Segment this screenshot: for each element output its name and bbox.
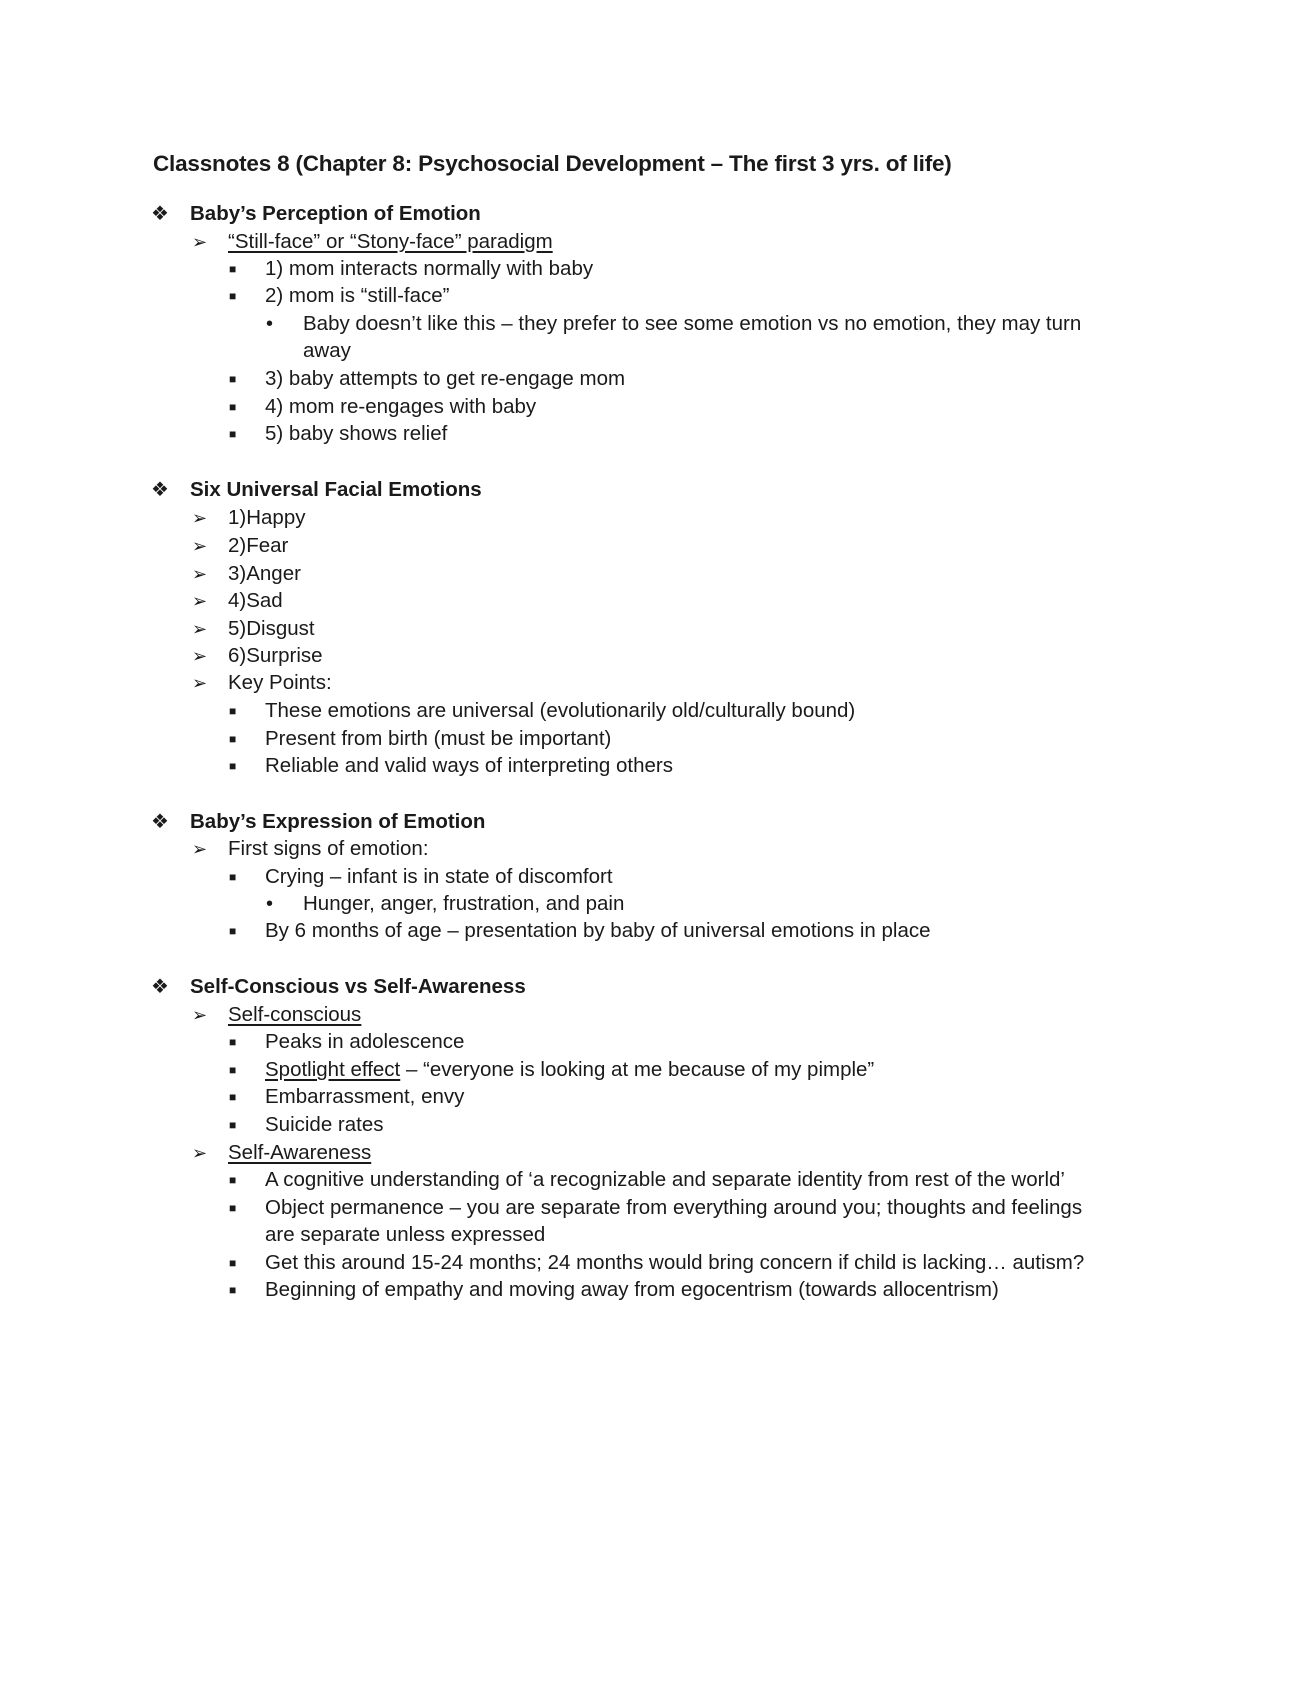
list-item: Get this around 15-24 months; 24 months would bring concern if child is lacking… autism? <box>265 1251 1085 1274</box>
list-item: Key Points: <box>228 671 332 694</box>
list-item: Present from birth (must be important) <box>265 727 612 750</box>
arrow-bullet-icon: ➢ <box>192 591 208 611</box>
list-item: 1) mom interacts normally with baby <box>265 257 594 280</box>
list-item-continuation: away <box>303 339 351 362</box>
list-item: Object permanence – you are separate from everything around you; thoughts and feelings <box>265 1196 1083 1219</box>
square-bullet-icon: ■ <box>229 924 237 938</box>
arrow-bullet-icon: ➢ <box>192 1005 208 1025</box>
arrow-bullet-icon: ➢ <box>192 536 208 556</box>
list-item: 5) baby shows relief <box>265 422 448 445</box>
square-bullet-icon: ■ <box>229 400 237 414</box>
list-item: Crying – infant is in state of discomfort <box>265 865 613 888</box>
arrow-bullet-icon: ➢ <box>192 564 208 584</box>
list-item: 2)Fear <box>228 534 289 557</box>
square-bullet-icon: ■ <box>229 1173 237 1187</box>
list-item: Beginning of empathy and moving away from egocentrism (towards allocentrism) <box>265 1278 999 1301</box>
dot-bullet-icon: • <box>266 893 274 915</box>
list-item: 4)Sad <box>228 589 283 612</box>
list-item: Hunger, anger, frustration, and pain <box>303 892 625 915</box>
section-heading: Baby’s Perception of Emotion <box>190 202 481 225</box>
diamond-bullet-icon: ❖ <box>151 479 169 501</box>
list-item: 6)Surprise <box>228 644 323 667</box>
term: Spotlight effect <box>265 1058 401 1081</box>
square-bullet-icon: ■ <box>229 870 237 884</box>
arrow-bullet-icon: ➢ <box>192 232 208 252</box>
list-item: Suicide rates <box>265 1113 384 1136</box>
square-bullet-icon: ■ <box>229 1090 237 1104</box>
arrow-bullet-icon: ➢ <box>192 1143 208 1163</box>
list-item: 1)Happy <box>228 506 306 529</box>
square-bullet-icon: ■ <box>229 289 237 303</box>
square-bullet-icon: ■ <box>229 1256 237 1270</box>
list-item: 3)Anger <box>228 562 301 585</box>
square-bullet-icon: ■ <box>229 704 237 718</box>
square-bullet-icon: ■ <box>229 1118 237 1132</box>
arrow-bullet-icon: ➢ <box>192 673 208 693</box>
arrow-bullet-icon: ➢ <box>192 619 208 639</box>
square-bullet-icon: ■ <box>229 759 237 773</box>
square-bullet-icon: ■ <box>229 732 237 746</box>
section-heading: Self-Conscious vs Self-Awareness <box>190 975 526 998</box>
list-item: 4) mom re-engages with baby <box>265 395 537 418</box>
list-item: These emotions are universal (evolutionarily old/culturally bound) <box>265 699 856 722</box>
list-item <box>265 1057 874 1083</box>
arrow-bullet-icon: ➢ <box>192 839 208 859</box>
square-bullet-icon: ■ <box>229 1063 237 1077</box>
subheading: Self-Awareness <box>228 1141 372 1164</box>
square-bullet-icon: ■ <box>229 372 237 386</box>
list-item: Peaks in adolescence <box>265 1030 465 1053</box>
square-bullet-icon: ■ <box>229 1035 237 1049</box>
term-definition: – “everyone is looking at me because of my pimple” <box>400 1058 875 1081</box>
list-item: Reliable and valid ways of interpreting others <box>265 754 673 777</box>
list-item: 2) mom is “still-face” <box>265 284 450 307</box>
list-item: Baby doesn’t like this – they prefer to see some emotion vs no emotion, they may turn <box>303 312 1082 335</box>
square-bullet-icon: ■ <box>229 262 237 276</box>
dot-bullet-icon: • <box>266 313 274 335</box>
list-item: 5)Disgust <box>228 617 315 640</box>
list-item: Embarrassment, envy <box>265 1085 465 1108</box>
square-bullet-icon: ■ <box>229 427 237 441</box>
section-heading: Baby’s Expression of Emotion <box>190 810 486 833</box>
diamond-bullet-icon: ❖ <box>151 203 169 225</box>
list-item: A cognitive understanding of ‘a recognizable and separate identity from rest of the world’ <box>265 1168 1065 1191</box>
list-item-continuation: are separate unless expressed <box>265 1223 546 1246</box>
arrow-bullet-icon: ➢ <box>192 646 208 666</box>
subheading: Self-conscious <box>228 1003 362 1026</box>
diamond-bullet-icon: ❖ <box>151 976 169 998</box>
arrow-bullet-icon: ➢ <box>192 508 208 528</box>
diamond-bullet-icon: ❖ <box>151 811 169 833</box>
subheading: “Still-face” or “Stony-face” paradigm <box>228 230 553 253</box>
page-title: Classnotes 8 (Chapter 8: Psychosocial Development – The first 3 yrs. of life) <box>153 151 952 176</box>
section-heading: Six Universal Facial Emotions <box>190 478 482 501</box>
square-bullet-icon: ■ <box>229 1283 237 1297</box>
square-bullet-icon: ■ <box>229 1201 237 1215</box>
list-item: By 6 months of age – presentation by baby of universal emotions in place <box>265 919 931 942</box>
subheading: First signs of emotion: <box>228 837 429 860</box>
list-item: 3) baby attempts to get re-engage mom <box>265 367 626 390</box>
